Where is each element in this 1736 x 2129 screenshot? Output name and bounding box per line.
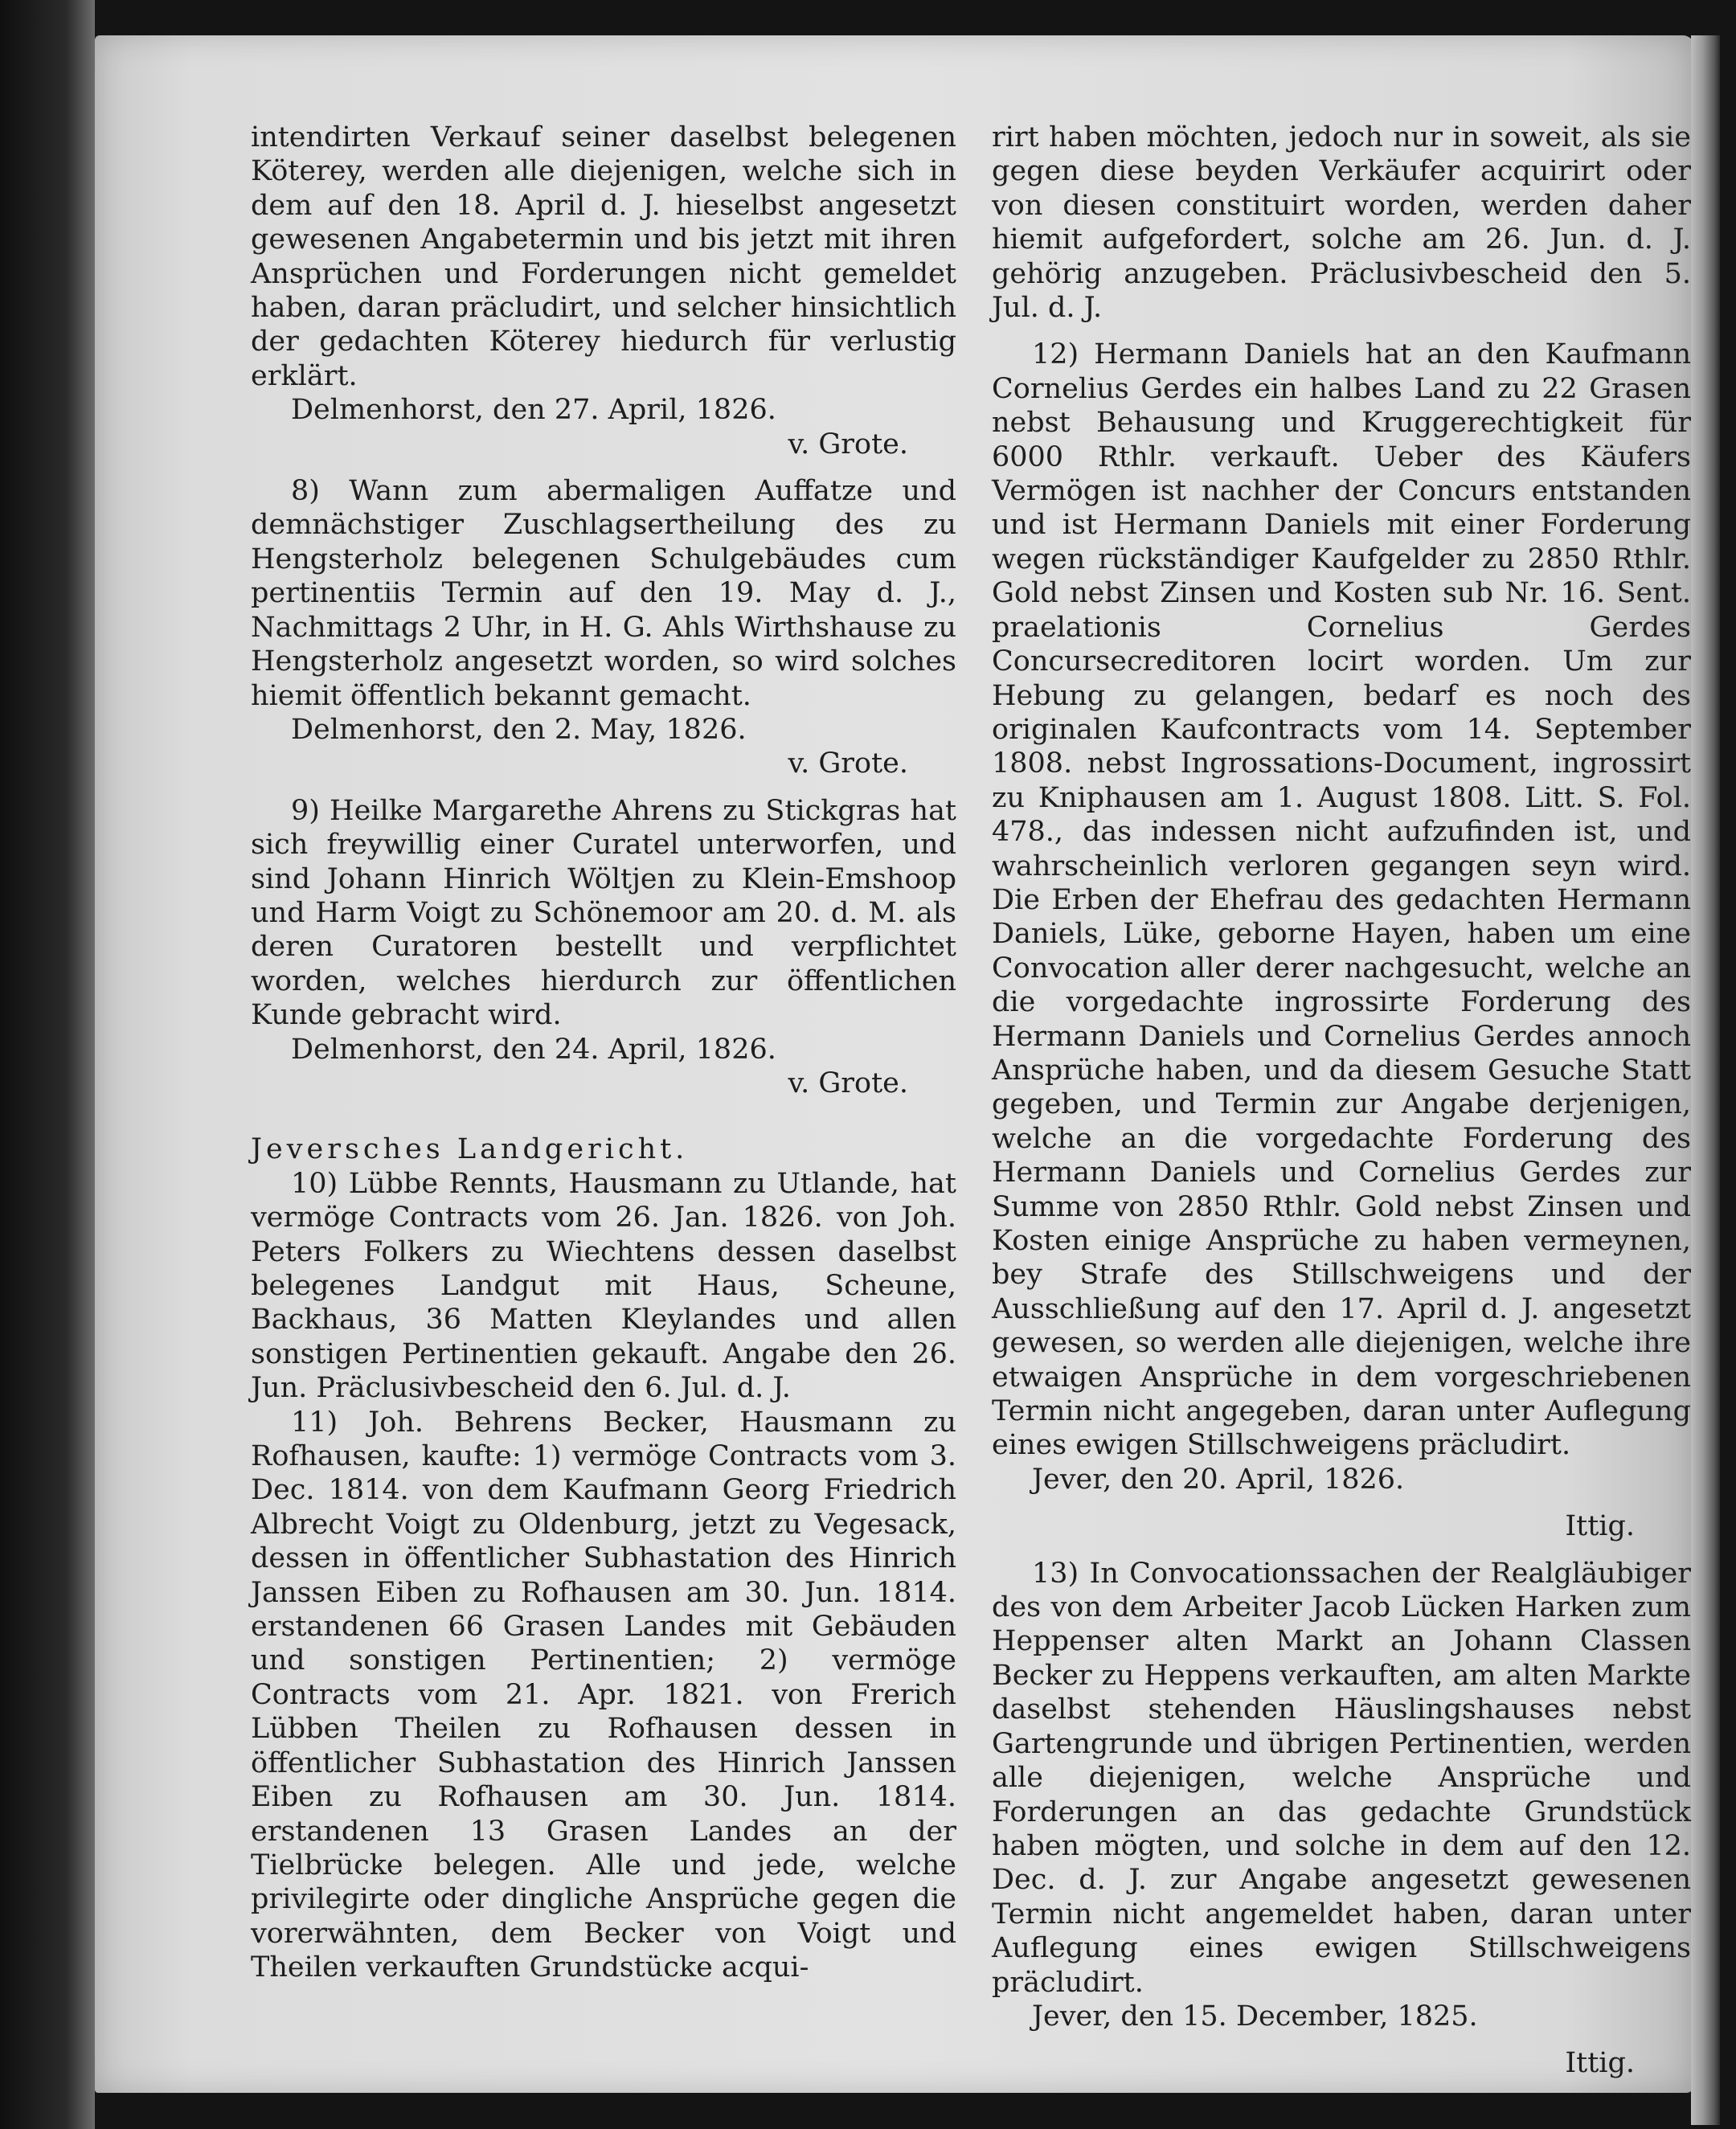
notice-12-signature: Ittig. — [1565, 1510, 1635, 1543]
left-column — [251, 121, 956, 1985]
notice-intro-signature: v. Grote. — [788, 428, 908, 461]
notice-13-signature: Ittig. — [1565, 2047, 1635, 2080]
section-heading: Jeversches Landgericht. — [251, 1133, 689, 1166]
page-edge — [1691, 35, 1720, 2125]
notice-12-place-date: Jever, den 20. April, 1826. — [1032, 1463, 1405, 1496]
notice-11-text: 11) Joh. Behrens Becker, Hausmann zu Rofhausen, kaufte: 1) vermöge Contracts vom 3. Dec. 1814. von dem Kaufmann Georg Friedrich Albrecht Voigt zu Oldenburg, jetzt zu Vegesack, dessen in öffentlicher Subhastation des Hinrich Janssen Eiben zu Rofhausen am 30. Jun. 1814. erstandenen 66 Grasen Landes mit Gebäuden und sonstigen Pertinentien; 2) vermöge Contracts vom 21. Apr. 1821. von Frerich Lübben Theilen zu Rofhausen dessen in öffentlicher Subhastation des Hinrich Janssen Eiben zu Rofhausen am 30. Jun. 1814. erstandenen 13 Grasen Landes an der Tielbrücke belegen. Alle und jede, welche privilegirte oder dingliche Ansprüche gegen die vorerwähnten, dem Becker von Voigt und Theilen verkauften Grundstücke acqui- — [251, 1406, 956, 1984]
notice-8-place-date: Delmenhorst, den 2. May, 1826. — [291, 713, 747, 746]
notice-9-signature: v. Grote. — [788, 1067, 908, 1099]
spacer — [992, 325, 1691, 338]
notice-10-text: 10) Lübbe Rennts, Hausmann zu Utlande, hat vermöge Contracts vom 26. Jan. 1826. von Joh. Peters Folkers zu Wiechtens dessen daselbst belegenes Landgut mit Haus, Scheune, Backhaus, 36 Matten Kleylandes und allen sonstigen Pertinentien gekauft. Angabe den 26. Jun. Präclusivbescheid den 6. Jul. d. J. — [251, 1167, 956, 1405]
notice-8-signature: v. Grote. — [788, 747, 908, 780]
spacer — [992, 1496, 1691, 1509]
notice-intro-place-date: Delmenhorst, den 27. April, 1826. — [291, 394, 776, 427]
notice-12-text: 12) Hermann Daniels hat an den Kaufmann Cornelius Gerdes ein halbes Land zu 22 Grasen nebst Behausung und Kruggerechtigkeit für 6000 Rthlr. verkauft. Ueber des Käufers Vermögen ist nachher der Concurs entstanden und ist Hermann Daniels mit einer Forderung wegen rückständiger Kaufgelder zu 2850 Rthlr. Gold nebst Zinsen und Kosten sub Nr. 16. Sent. praelationis Cornelius Gerdes Concursecreditoren locirt worden. Um zur Hebung zu gelangen, bedarf es noch des originalen Kaufcontracts vom 14. September 1808. nebst Ingrossations-Document, ingrossirt zu Kniphausen am 1. August 1808. Litt. S. Fol. 478., das indessen nicht aufzufinden ist, und wahrscheinlich verloren gegangen seyn wird. Die Erben der Ehefrau des gedachten Hermann Daniels, Lüke, geborne Hayen, haben um eine Convocation aller derer nachgesucht, welche an die vorgedachte ingrossirte Forderung des Hermann Daniels und Cornelius Gerdes annoch Ansprüche haben, und da diesem Gesuche Statt gegeben, und Termin zur Angabe derjenigen, welche an die vorgedachte Forderung des Hermann Daniels und Cornelius Gerdes zur Summe von 2850 Rthlr. Gold nebst Zinsen und Kosten einige Ansprüche zu haben vermeynen, bey Strafe des Stillschweigens und der Ausschließung auf den 17. April d. J. angesetzt gewesen, so werden alle diejenigen, welche ihre etwaigen Ansprüche in dem vorgeschriebenen Termin nicht angegeben, daran unter Auflegung eines ewigen Stillschweigens präcludirt. — [992, 338, 1691, 1462]
notice-13-place-date: Jever, den 15. December, 1825. — [1032, 2000, 1478, 2033]
notice-13-text: 13) In Convocationssachen der Realgläubiger des von dem Arbeiter Jacob Lücken Harken zum Heppenser alten Markt an Johann Classen Becker zu Heppens verkauften, am alten Markte daselbst stehenden Häuslingshauses nebst Gartengrunde und übrigen Pertinentien, werden alle diejenigen, welche Ansprüche und Forderungen an das gedachte Grundstück haben mögten, und solche in dem auf den 12. Dec. d. J. zur Angabe angesetzt gewesenen Termin nicht angemeldet haben, daran unter Auflegung eines ewigen Stillschweigens präcludirt. — [992, 1557, 1691, 1999]
notice-9-place-date: Delmenhorst, den 24. April, 1826. — [291, 1033, 776, 1066]
notice-9-text: 9) Heilke Margarethe Ahrens zu Stickgras hat sich freywillig einer Curatel unterworfen, und sind Johann Hinrich Wöltjen zu Klein-Emshoop und Harm Voigt zu Schönemoor am 20. d. M. als deren Curatoren bestellt und verpflichtet worden, welches hierdurch zur öffentlichen Kunde gebracht wird. — [251, 794, 956, 1032]
notice-8-text: 8) Wann zum abermaligen Auffatze und demnächstiger Zuschlagsertheilung des zu Hengsterholz belegenen Schulgebäudes cum pertinentiis Termin auf den 19. May d. J., Nachmittags 2 Uhr, in H. G. Ahls Wirthshause zu Hengsterholz angesetzt worden, so wird solches hiemit öffentlich bekannt gemacht. — [251, 475, 956, 712]
spacer — [992, 1544, 1691, 1557]
right-column — [992, 121, 1691, 2081]
spacer — [251, 781, 956, 794]
binding-shadow — [0, 0, 95, 2129]
notice-11-continued-text: rirt haben möchten, jedoch nur in soweit, als sie gegen diese beyden Verkäufer acquirirt oder von diesen constituirt worden, werden daher hiemit aufgefordert, solche am 26. Jun. d. J. gehörig anzugeben. Präclusivbescheid den 5. Jul. d. J. — [992, 121, 1691, 325]
notice-intro-text: intendirten Verkauf seiner daselbst belegenen Köterey, werden alle diejenigen, welche sich in dem auf den 18. April d. J. hieselbst angesetzt gewesenen Angabetermin und bis jetzt mit ihren Ansprüchen und Forderungen nicht gemeldet haben, daran präcludirt, und selcher hinsichtlich der gedachten Köterey hiedurch für verlustig erklärt. — [251, 121, 956, 392]
spacer — [251, 461, 956, 474]
spacer — [992, 2033, 1691, 2046]
